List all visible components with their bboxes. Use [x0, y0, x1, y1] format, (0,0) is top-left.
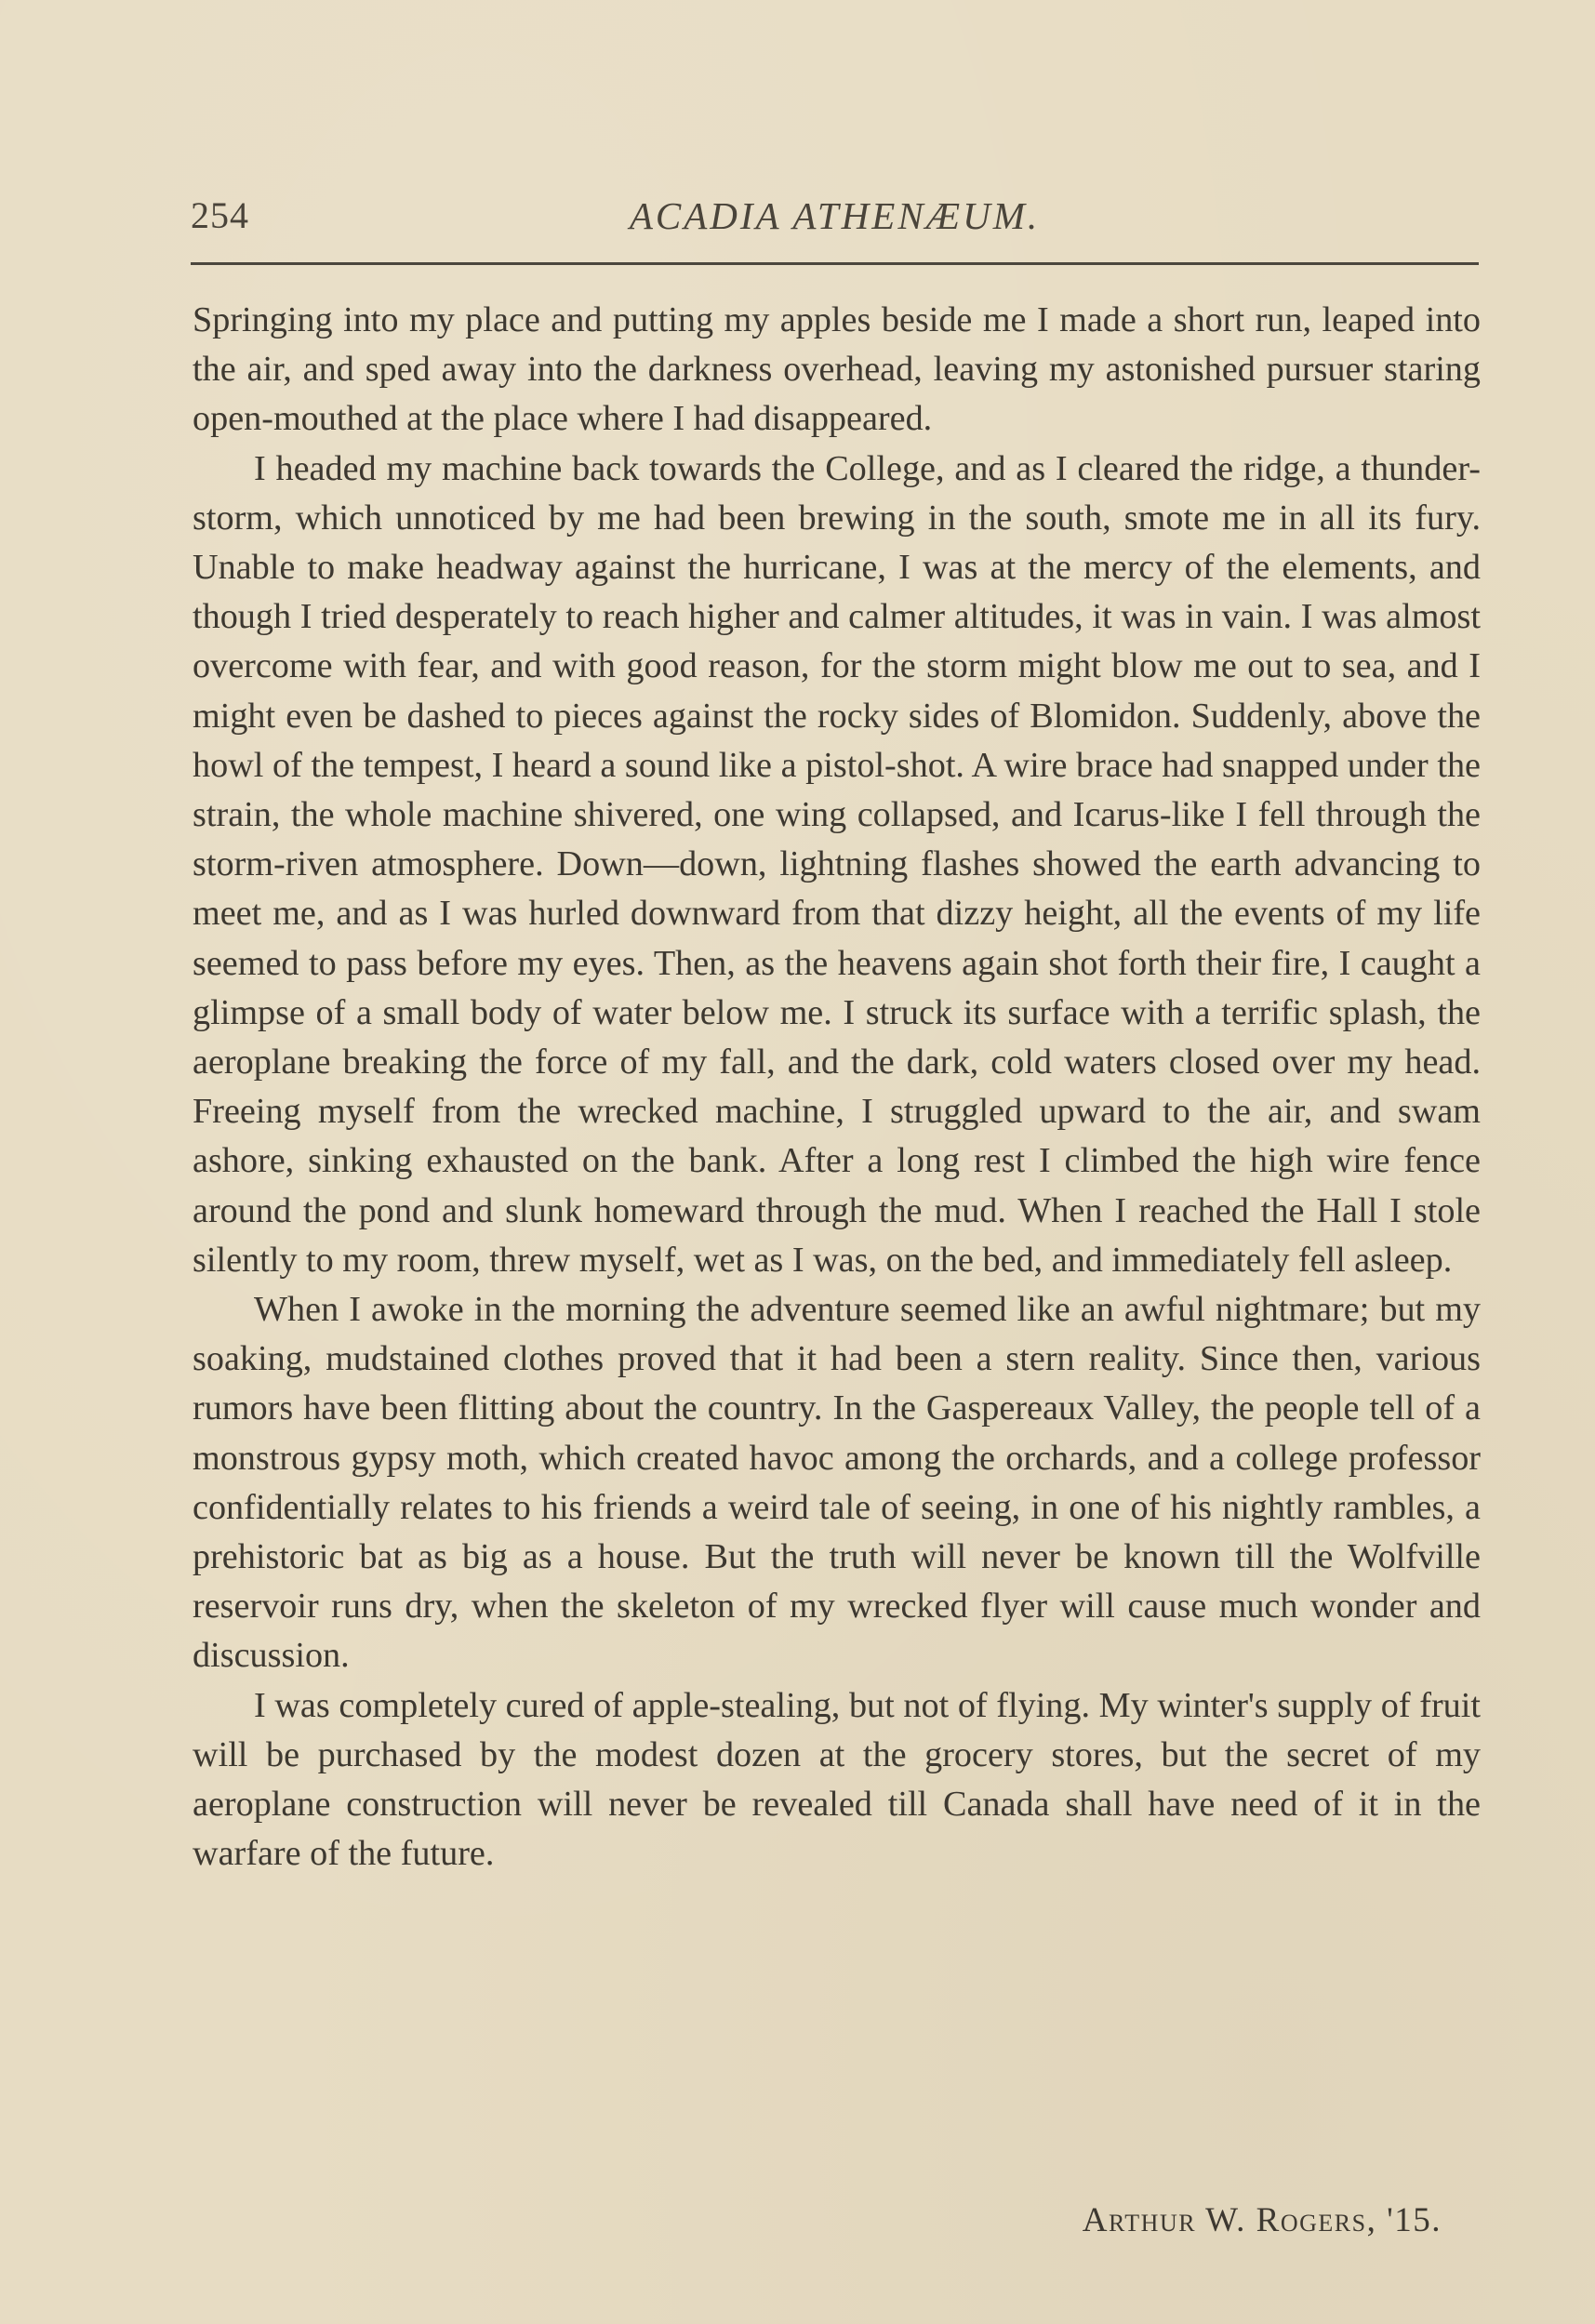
page-header [191, 193, 1479, 249]
paragraph-1: Springing into my place and putting my apples beside me I made a short run, leaped into the air, and sped away into the darkness overhead, leaving my astonished pursuer staring open-mouthed at the place where I had disappeared. [193, 300, 1481, 439]
article-body [193, 296, 1481, 1879]
header-rule [191, 262, 1479, 265]
page-number: 254 [191, 194, 249, 236]
paragraph-3: When I awoke in the morning the adventure seemed like an awful nightmare; but my soaking, mudstained clothes proved that it had been a stern reality. Since then, various rumors have been flitting about the country. In the Gaspereaux Valley, the people tell of a monstrous gypsy moth, which created havoc among the orchards, and a college professor confidentially relates to his friends a weird tale of seeing, in one of his nightly rambles, a prehistoric bat as big as a house. But the truth will never be known till the Wolfville reservoir runs dry, when the skeleton of my wrecked flyer will cause much wonder and discussion. [193, 1290, 1481, 1676]
paragraph-4: I was completely cured of apple-stealing, but not of flying. My winter's supply of fruit will be purchased by the modest dozen at the grocery stores, but the secret of my aeroplane construction will never be revealed till Canada shall have need of it in the warfare of the future. [193, 1685, 1481, 1874]
paragraph-2: I headed my machine back towards the College, and as I cleared the ridge, a thunder-storm, which unnoticed by me had been brewing in the south, smote me in all its fury. Unable to make headway against the hurricane, I was at the mercy of the elements, and though I tried desperately to reach higher and calmer altitudes, it was in vain. I was almost overcome with fear, and with good reason, for the storm might blow me out to sea, and I might even be dashed to pieces against the rocky sides of Blomidon. Suddenly, above the howl of the tempest, I heard a sound like a pistol-shot. A wire brace had snapped under the strain, the whole machine shivered, one wing collapsed, and Icarus-like I fell through the storm-riven atmosphere. Down—down, lightning flashes showed the earth advancing to meet me, and as I was hurled downward from that dizzy height, all the events of my life seemed to pass before my eyes. Then, as the heavens again shot forth their fire, I caught a glimpse of a small body of water below me. I struck its surface with a terrific splash, the aeroplane breaking the force of my fall, and the dark, cold waters closed over my head. Freeing myself from the wrecked machine, I struggled upward to the air, and swam ashore, sinking exhausted on the bank. After a long rest I climbed the high wire fence around the pond and slunk homeward through the mud. When I reached the Hall I stole silently to my room, threw myself, wet as I was, on the bed, and immediately fell asleep. [193, 448, 1481, 1280]
author-signature: Arthur W. Rogers, '15. [1082, 2201, 1442, 2239]
running-title: ACADIA ATHENÆUM. [629, 194, 1041, 237]
